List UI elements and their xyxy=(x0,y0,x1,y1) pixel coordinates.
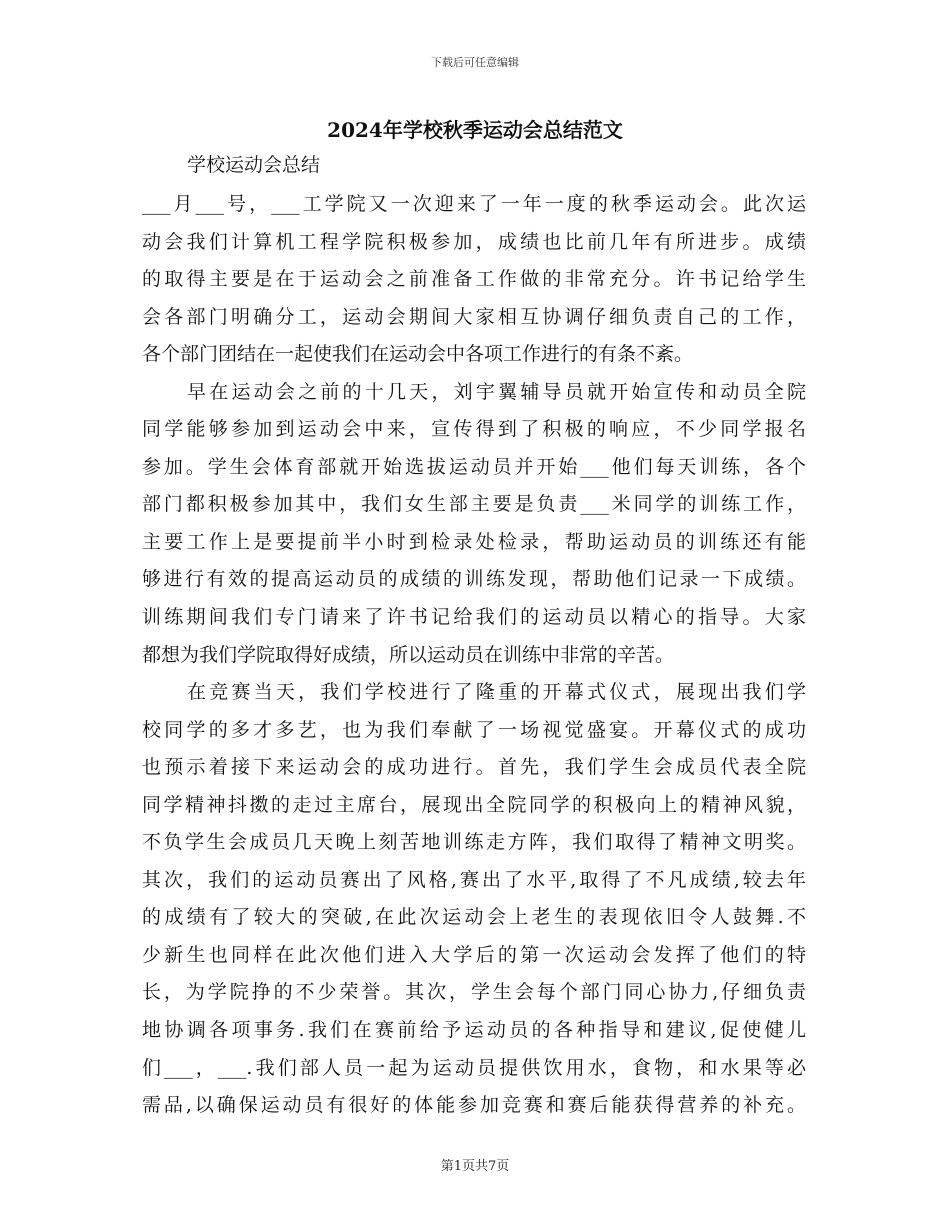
paragraph-line: 会各部门明确分工，运动会期间大家相互协调仔细负责自己的工作， xyxy=(142,305,806,328)
paragraph-line: 动会我们计算机工程学院积极参加，成绩也比前几年有所进步。成绩 xyxy=(142,230,806,253)
paragraph-line: 长，为学院挣的不少荣誉。其次，学生会每个部门同心协力,仔细负责 xyxy=(142,981,806,1004)
paragraph-line: 不负学生会成员几天晚上刻苦地训练走方阵，我们取得了精神文明奖。 xyxy=(142,831,806,854)
paragraph-line: 少新生也同样在此次他们进入大学后的第一次运动会发挥了他们的特 xyxy=(142,943,806,966)
section-heading: 学校运动会总结 xyxy=(187,154,321,176)
paragraph-line: 校同学的多才多艺，也为我们奉献了一场视觉盛宴。开幕仪式的成功 xyxy=(142,718,806,741)
paragraph-line: 的成绩有了较大的突破,在此次运动会上老生的表现依旧令人鼓舞.不 xyxy=(142,906,806,929)
paragraph-line: 也预示着接下来运动会的成功进行。首先，我们学生会成员代表全院 xyxy=(142,756,806,779)
paragraph-line: 同学精神抖擞的走过主席台，展现出全院同学的积极向上的精神风貌， xyxy=(142,793,806,816)
paragraph-line: 早在运动会之前的十几天，刘宇翼辅导员就开始宣传和动员全院 xyxy=(187,380,806,403)
paragraph-line: 都想为我们学院取得好成绩，所以运动员在训练中非常的辛苦。 xyxy=(142,643,675,666)
page-number: 第1页共7页 xyxy=(440,1159,510,1174)
document-body xyxy=(142,186,806,1125)
paragraph-line: 参加。学生会体育部就开始选拔运动员并开始___他们每天训练，各个 xyxy=(142,455,806,478)
paragraph-line: 地协调各项事务.我们在赛前给予运动员的各种指导和建议,促使健儿 xyxy=(142,1019,806,1042)
paragraph-line: 部门都积极参加其中，我们女生部主要是负责___米同学的训练工作， xyxy=(142,493,806,516)
paragraph-line: 需品,以确保运动员有很好的体能参加竞赛和赛后能获得营养的补充。 xyxy=(142,1094,806,1117)
paragraph-line: 其次，我们的运动员赛出了风格,赛出了水平,取得了不凡成绩,较去年 xyxy=(142,868,806,891)
paragraph-line: 同学能够参加到运动会中来，宣传得到了积极的响应，不少同学报名 xyxy=(142,418,806,441)
paragraph-line: 的取得主要是在于运动会之前准备工作做的非常充分。许书记给学生 xyxy=(142,268,806,291)
paragraph-line: 在竞赛当天，我们学校进行了隆重的开幕式仪式，展现出我们学 xyxy=(187,681,806,704)
paragraph-line: 们___，___.我们部人员一起为运动员提供饮用水，食物，和水果等必 xyxy=(142,1056,806,1079)
paragraph-line: 各个部门团结在一起使我们在运动会中各项工作进行的有条不紊。 xyxy=(142,343,694,366)
paragraph-line: 主要工作上是要提前半小时到检录处检录，帮助运动员的训练还有能 xyxy=(142,530,806,553)
header-note: 下载后可任意编辑 xyxy=(431,56,519,69)
document-title: 2024年学校秋季运动会总结范文 xyxy=(327,118,623,142)
paragraph-line: 够进行有效的提高运动员的成绩的训练发现，帮助他们记录一下成绩。 xyxy=(142,568,806,591)
paragraph-line: ___月___号，___工学院又一次迎来了一年一度的秋季运动会。此次运 xyxy=(142,193,806,215)
paragraph-line: 训练期间我们专门请来了许书记给我们的运动员以精心的指导。大家 xyxy=(142,606,806,629)
